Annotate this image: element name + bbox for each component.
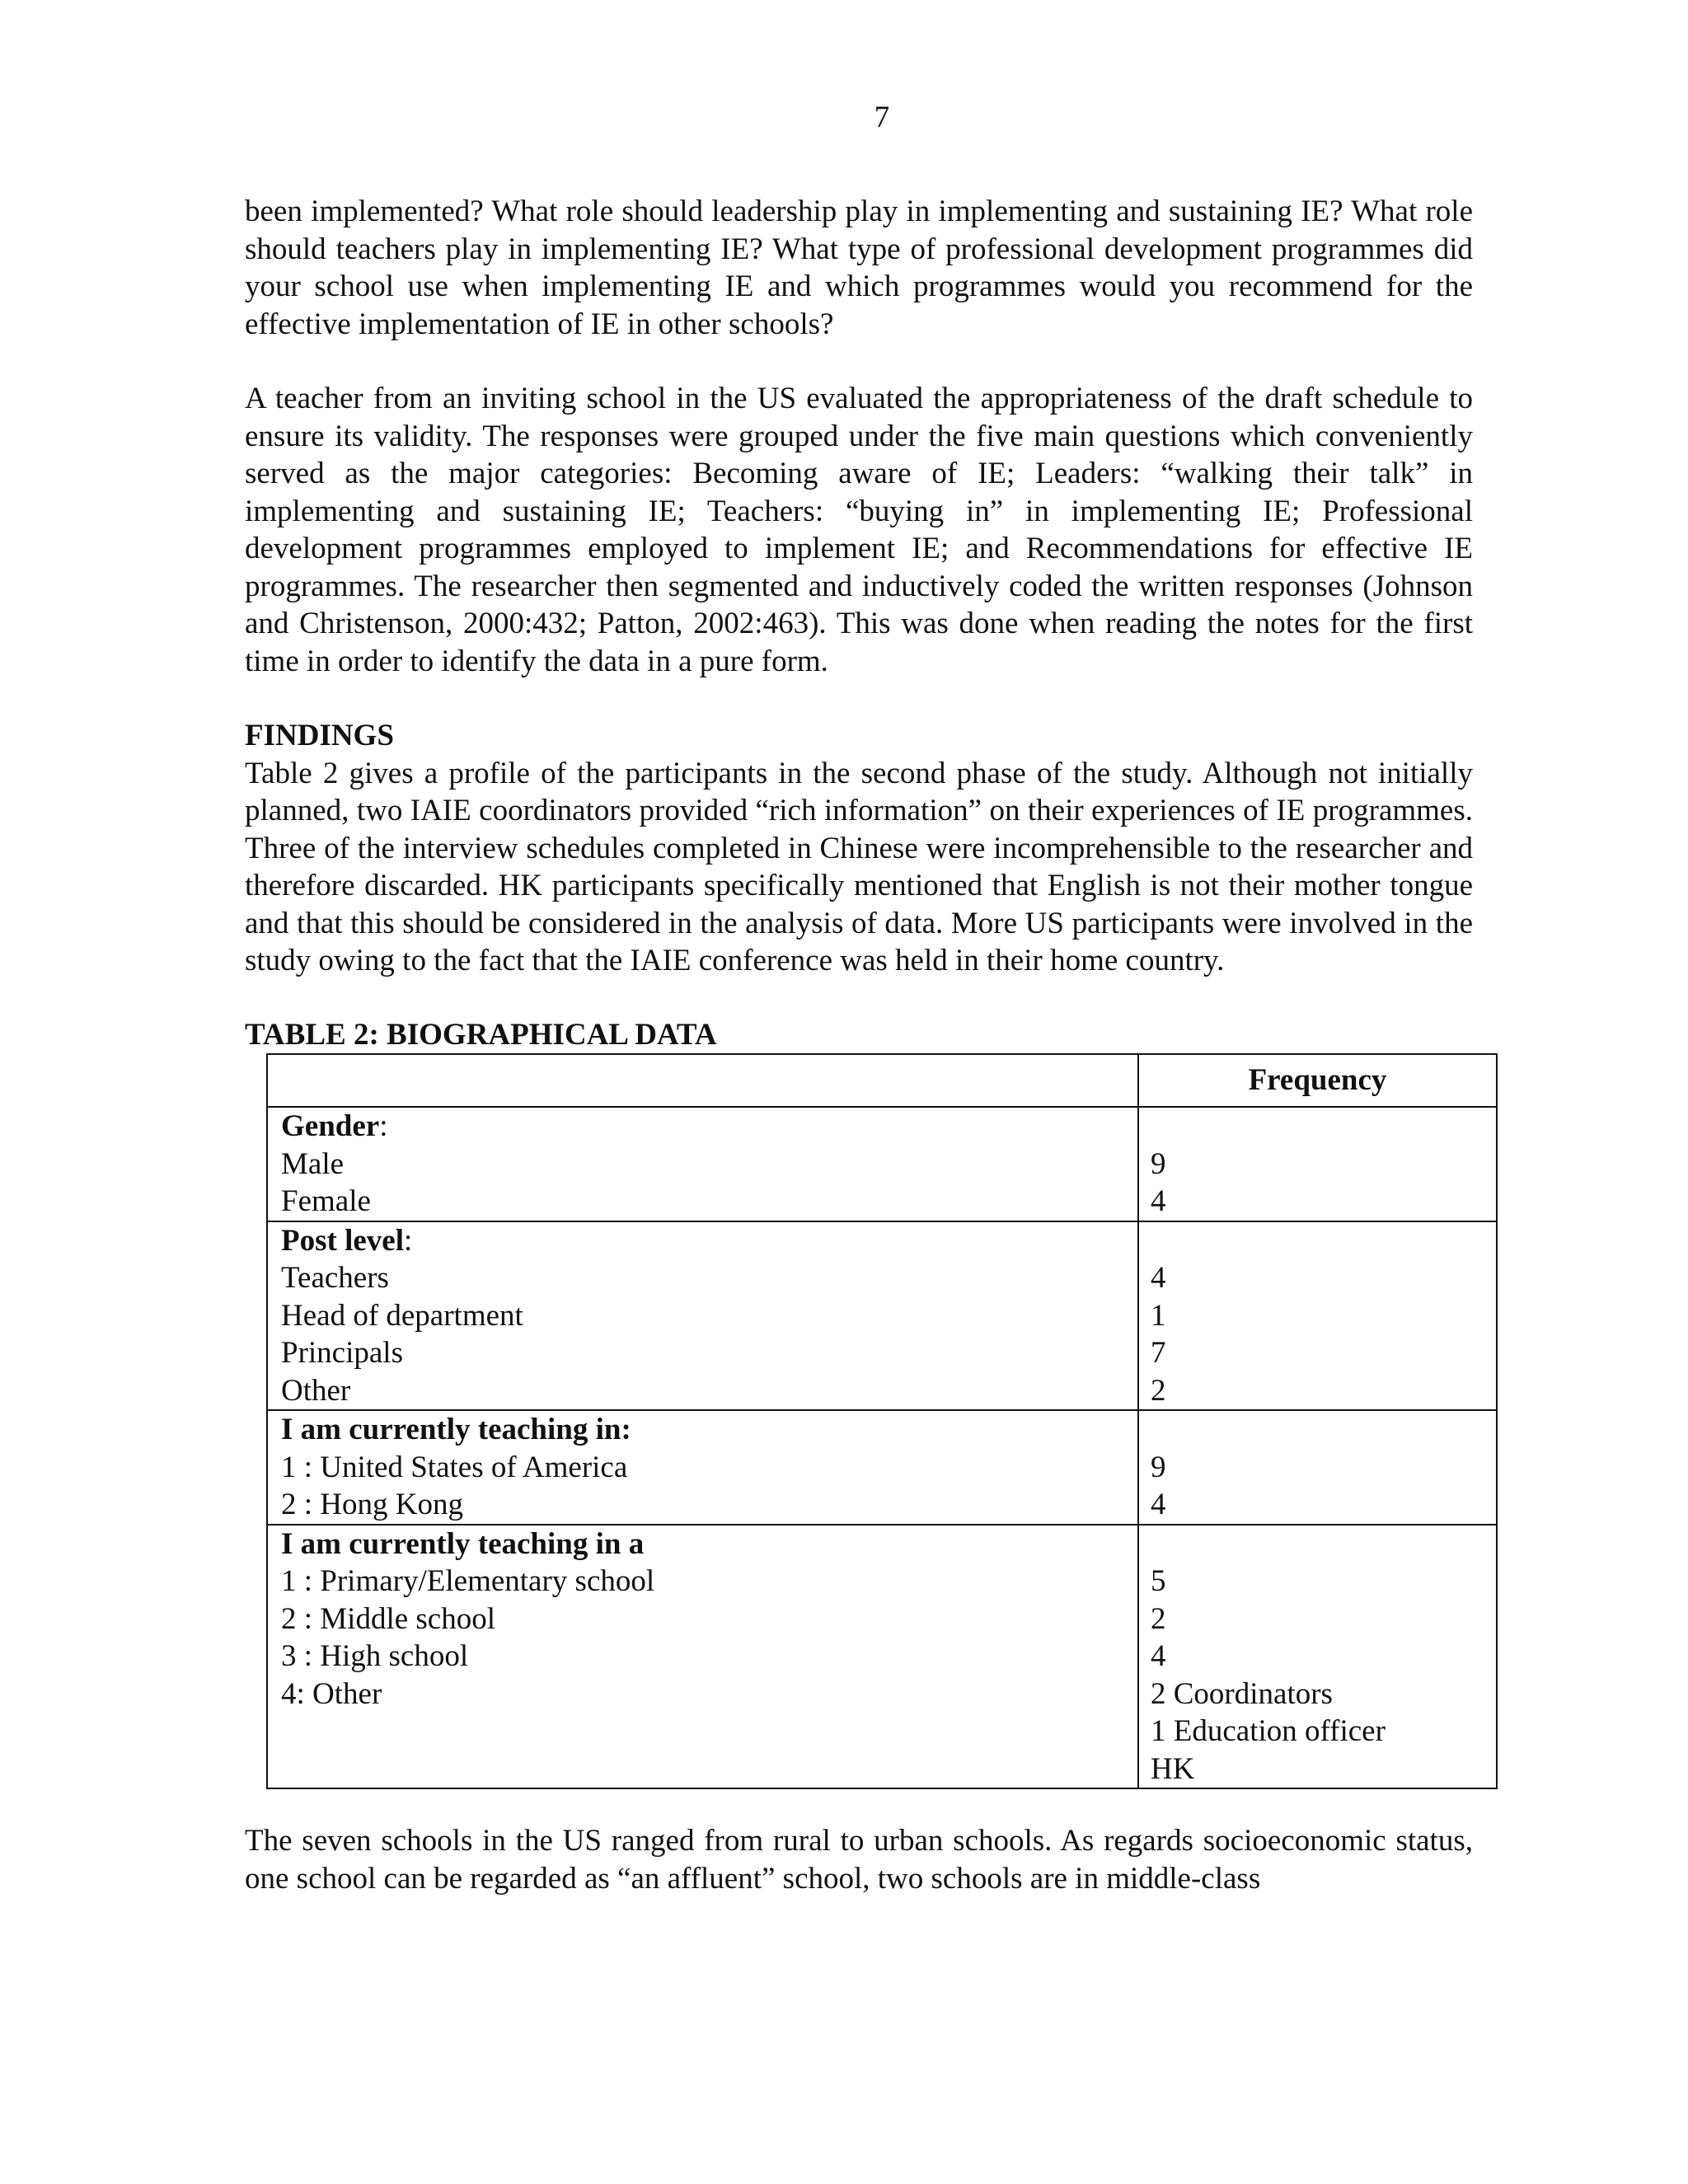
group-frequency-cell bbox=[1138, 1107, 1497, 1221]
group-title: Gender: bbox=[281, 1109, 388, 1143]
group-item: Principals bbox=[281, 1336, 403, 1370]
group-title: Post level: bbox=[281, 1223, 413, 1258]
frequency-value: 9 bbox=[1151, 1146, 1166, 1181]
frequency-value: 2 bbox=[1151, 1601, 1166, 1636]
group-item: Male bbox=[281, 1146, 345, 1181]
group-item: 1 : United States of America bbox=[281, 1450, 628, 1484]
frequency-value: 4 bbox=[1151, 1488, 1166, 1521]
page-number: 7 bbox=[874, 101, 890, 134]
frequency-value: 2 bbox=[1151, 1373, 1166, 1408]
paragraph-findings: Table 2 gives a profile of the participants in the second phase of the study. Although not initially planned, two IAIE coordinators provided “rich information” on their experiences of IE programmes. Three of the interview schedules completed in Chinese were incomprehensible to the researcher and therefore discarded. HK participants specifically mentioned that English is not their mother tongue and that this should be considered in the analysis of data. More US participants were involved in the study owing to the fact that the IAIE conference was held in their home country. bbox=[245, 756, 1473, 977]
group-title: I am currently teaching in a bbox=[281, 1526, 645, 1561]
frequency-value: 1 Education officer bbox=[1151, 1714, 1386, 1748]
group-label-cell bbox=[267, 1410, 1138, 1525]
group-frequency-cell bbox=[1138, 1221, 1497, 1411]
table-row-school-type bbox=[267, 1525, 1497, 1789]
table-header-empty-cell bbox=[267, 1054, 1138, 1107]
frequency-value: HK bbox=[1151, 1751, 1195, 1786]
frequency-value: 4 bbox=[1151, 1261, 1166, 1295]
frequency-value: 4 bbox=[1151, 1184, 1166, 1218]
group-item: Other bbox=[281, 1373, 351, 1408]
frequency-value: 9 bbox=[1151, 1450, 1166, 1484]
frequency-value: 5 bbox=[1151, 1564, 1166, 1598]
group-item: 2 : Hong Kong bbox=[281, 1488, 463, 1521]
section-heading-findings: FINDINGS bbox=[245, 719, 394, 752]
table-title: TABLE 2: BIOGRAPHICAL DATA bbox=[245, 1017, 717, 1052]
group-item: 2 : Middle school bbox=[281, 1601, 496, 1636]
group-item: 1 : Primary/Elementary school bbox=[281, 1564, 655, 1598]
paragraph-schools: The seven schools in the US ranged from rural to urban schools. As regards socioeconomic status, one school can be regarded as “an affluent” school, two schools are in middle-class bbox=[245, 1824, 1473, 1896]
table-header-row bbox=[267, 1054, 1497, 1107]
group-item: Female bbox=[281, 1184, 371, 1218]
table-row-gender bbox=[267, 1107, 1497, 1221]
group-title: I am currently teaching in: bbox=[281, 1413, 631, 1446]
paragraph-intro-continued: been implemented? What role should leadership play in implementing and sustaining IE? What role should teachers play in implementing IE? What type of professional development programmes did your school use when implementing IE and which programmes would you recommend for the effective implementation of IE in other schools? bbox=[245, 194, 1473, 341]
table-row-teaching-country bbox=[267, 1410, 1497, 1525]
group-frequency-cell bbox=[1138, 1410, 1497, 1525]
frequency-value: 1 bbox=[1151, 1298, 1166, 1333]
group-label-cell bbox=[267, 1221, 1138, 1411]
group-item: 3 : High school bbox=[281, 1639, 469, 1673]
biographical-data-table bbox=[266, 1053, 1498, 1789]
table-header-frequency: Frequency bbox=[1138, 1054, 1497, 1107]
group-label-cell bbox=[267, 1525, 1138, 1789]
group-label-cell bbox=[267, 1107, 1138, 1221]
table-row-post-level bbox=[267, 1221, 1497, 1411]
group-item: Teachers bbox=[281, 1261, 389, 1295]
group-frequency-cell bbox=[1138, 1525, 1497, 1789]
page-body bbox=[245, 193, 1473, 1897]
paragraph-validation: A teacher from an inviting school in the US evaluated the appropriateness of the draft schedule to ensure its validity. The responses were grouped under the five main questions which conveniently served as the major categories: Becoming aware of IE; Leaders: “walking their talk” in implementing and sustaining IE; Teachers: “buying in” in implementing IE; Professional development programmes employed to implement IE; and Recommendations for effective IE programmes. The researcher then segmented and inductively coded the written responses (Johnson and Christenson, 2000:432; Patton, 2002:463). This was done when reading the notes for the first time in order to identify the data in a pure form. bbox=[245, 382, 1473, 678]
frequency-value: 2 Coordinators bbox=[1151, 1676, 1333, 1711]
group-item: Head of department bbox=[281, 1298, 523, 1333]
group-item: 4: Other bbox=[281, 1676, 382, 1711]
frequency-value: 4 bbox=[1151, 1639, 1166, 1673]
frequency-value: 7 bbox=[1151, 1336, 1166, 1370]
